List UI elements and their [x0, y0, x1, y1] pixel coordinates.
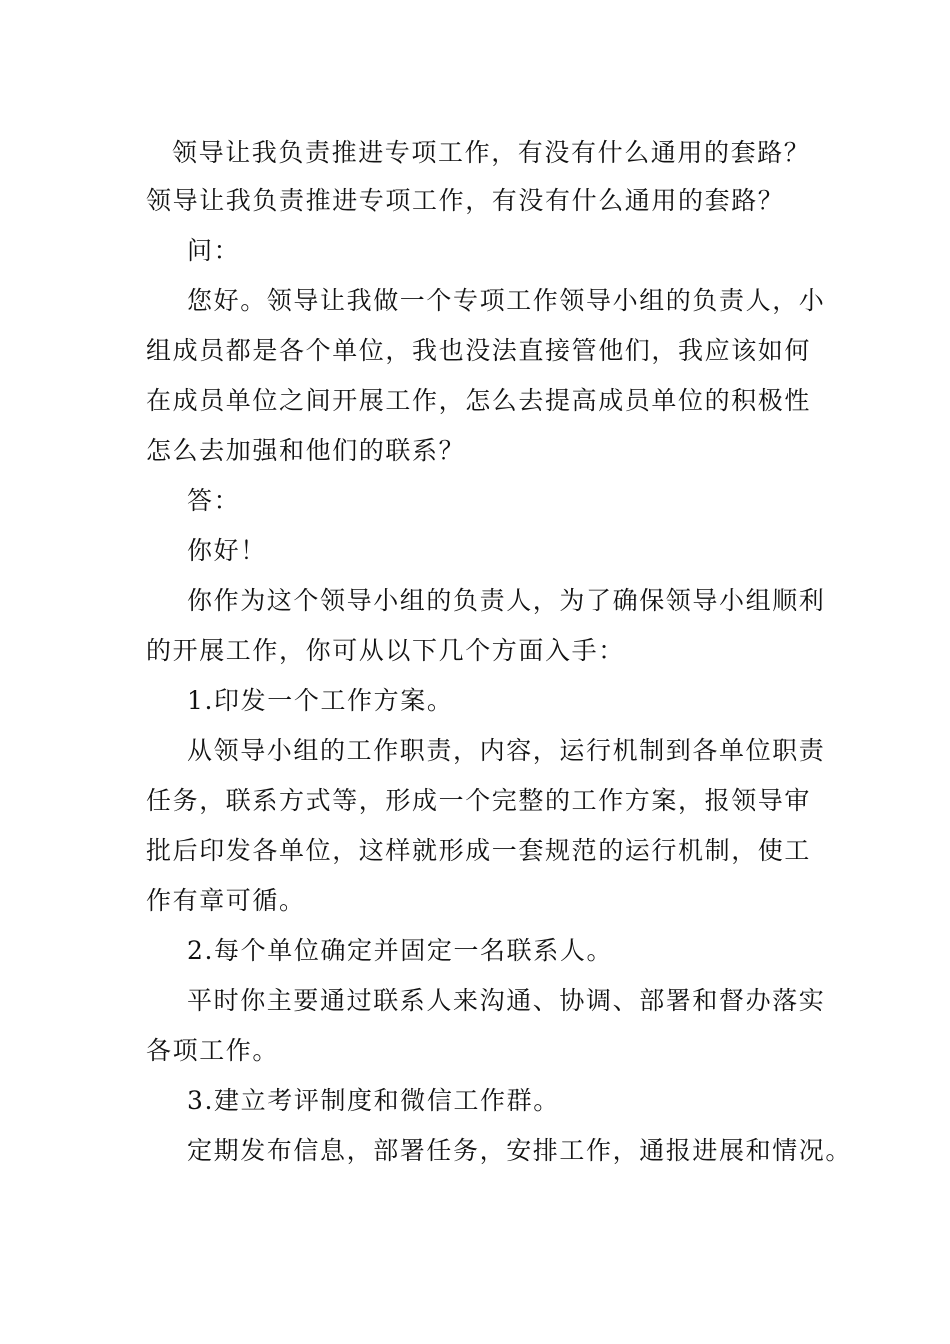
- point-body-line: 任务，联系方式等，形成一个完整的工作方案，报领导审: [146, 786, 812, 815]
- question-label: 问：: [187, 236, 241, 265]
- answer-greeting: 你好！: [187, 536, 267, 565]
- point-body-line: 作有章可循。: [146, 886, 306, 915]
- point-heading: 2.每个单位确定并固定一名联系人。: [187, 936, 614, 965]
- answer-label: 答：: [187, 486, 241, 515]
- question-line: 怎么去加强和他们的联系？: [146, 436, 466, 465]
- point-heading: 1.印发一个工作方案。: [187, 686, 454, 715]
- question-line: 在成员单位之间开展工作，怎么去提高成员单位的积极性: [146, 386, 812, 415]
- question-line: 组成员都是各个单位，我也没法直接管他们，我应该如何: [146, 336, 812, 365]
- document-title: 领导让我负责推进专项工作，有没有什么通用的套路？: [172, 138, 811, 167]
- point-heading: 3.建立考评制度和微信工作群。: [187, 1086, 560, 1115]
- point-body-line: 批后印发各单位，这样就形成一套规范的运行机制，使工: [146, 836, 812, 865]
- point-body-line: 平时你主要通过联系人来沟通、协调、部署和督办落实: [187, 986, 826, 1015]
- question-line: 您好。领导让我做一个专项工作领导小组的负责人，小: [187, 286, 826, 315]
- document-heading: 领导让我负责推进专项工作，有没有什么通用的套路？: [146, 186, 785, 215]
- answer-intro-line: 你作为这个领导小组的负责人，为了确保领导小组顺利: [187, 586, 826, 615]
- point-body-line: 各项工作。: [146, 1036, 280, 1065]
- point-body-line: 从领导小组的工作职责，内容，运行机制到各单位职责: [187, 736, 826, 765]
- answer-intro-line: 的开展工作，你可从以下几个方面入手：: [146, 636, 625, 665]
- point-body-line: 定期发布信息，部署任务，安排工作，通报进展和情况。: [187, 1136, 853, 1165]
